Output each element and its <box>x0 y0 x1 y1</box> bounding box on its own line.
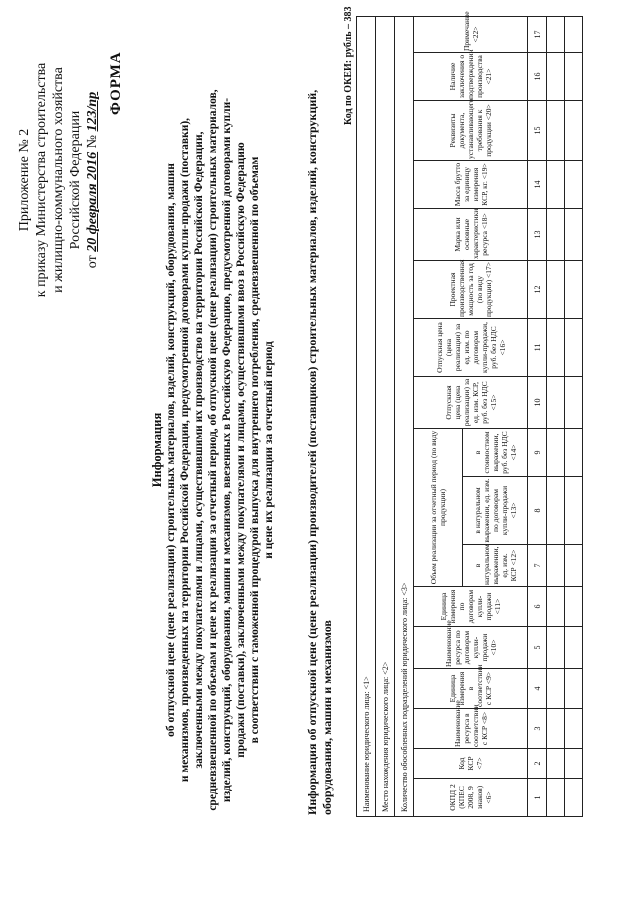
info-row <box>395 16 414 816</box>
header-requirements-doc: Реквизиты документа, устанавливающего требования к продукции <20> <box>414 101 528 161</box>
info-cell-subdivisions: Количество обособленных подразделений юридического лица: <3> <box>395 16 414 816</box>
handwritten-date: 20 февраля 2016 <box>85 151 100 252</box>
table-cell <box>565 669 583 709</box>
column-number: 9 <box>528 429 547 477</box>
document-title <box>150 25 276 875</box>
table-subtitle: Информация об отпускной цене (цене реализации) производителей (поставщиков) строительных материалов, изделий, конструкций, оборудования, машин и механизмов <box>305 89 334 815</box>
title-line-1: Информация <box>150 412 164 488</box>
title-line-4: заключенными между покупателями и лицами, осуществившими их производство на территории Российской Федерации, <box>193 131 205 769</box>
table-cell <box>547 319 565 377</box>
date-prefix: от <box>85 255 100 269</box>
header-brand: Марка или основные характеристики ресурса <18> <box>414 209 528 261</box>
table-cell <box>547 16 565 52</box>
column-number: 14 <box>528 161 547 209</box>
title-line-6: изделий, конструкций, оборудования, машин и механизмов, ввезенных в Российскую Федерацию, предусмотренной договорами купли- <box>221 97 233 803</box>
table-cell <box>547 101 565 161</box>
header-unit-ksr: Единица измерения в соответствии с КСР <9> <box>414 669 528 709</box>
table-cell <box>565 161 583 209</box>
title-line-7: продажи (поставки), заключенными между покупателями и лицами, осуществившими ввоз в Российскую Федерацию <box>235 142 247 758</box>
column-number: 11 <box>528 319 547 377</box>
table-cell <box>547 545 565 587</box>
table-cell <box>565 16 583 52</box>
table-cell <box>547 627 565 669</box>
header-production-confirmation: Наличие заключения о подтверждении производства <21> <box>414 53 528 101</box>
header-volume-contract: в натуральном выражении, ед. изм. по договорам купли-продажи <13> <box>463 477 528 545</box>
column-number: 6 <box>528 587 547 627</box>
title-line-9: и цене их реализации за отчетный период <box>263 341 275 559</box>
column-number: 7 <box>528 545 547 587</box>
appendix-line-2: к приказу Министерства строительства <box>34 62 49 298</box>
header-volume-value: в стоимостном выражении, руб. без НДС <14> <box>463 429 528 477</box>
table-cell <box>565 709 583 749</box>
table-cell <box>547 261 565 319</box>
table-cell <box>565 53 583 101</box>
header-gross-mass: Масса брутто за единицу измерения КСР, кг. <19> <box>414 161 528 209</box>
table-cell <box>547 209 565 261</box>
table-row <box>547 16 565 816</box>
table-cell <box>547 669 565 709</box>
table-cell <box>547 587 565 627</box>
table-cell <box>565 749 583 779</box>
form-label: ФОРМА <box>108 51 124 115</box>
column-number: 10 <box>528 377 547 429</box>
table-cell <box>565 429 583 477</box>
column-number: 8 <box>528 477 547 545</box>
header-price-ksr: Отпускная цена (цена реализации) за ед. изм. КСР, руб. без НДС <15> <box>414 377 528 429</box>
header-ksr-code: Код КСР <7> <box>414 749 528 779</box>
price-info-table <box>356 11 583 817</box>
table-cell <box>547 377 565 429</box>
header-resource-name-ksr: Наименование ресурса в соответствии с КСР <8> <box>414 709 528 749</box>
okei-code: Код по ОКЕИ: рубль – 383 <box>343 6 354 125</box>
table-cell <box>547 709 565 749</box>
header-okpd2: ОКПД 2 (КПЕС 2008, 9 знаков) <6> <box>414 779 528 817</box>
header-volume-ksr: в натуральном выражении, ед. изм. КСР <12> <box>463 545 528 587</box>
column-number: 17 <box>528 16 547 52</box>
table-cell <box>565 779 583 817</box>
appendix-line-4: Российской Федерации <box>68 110 83 250</box>
info-row <box>357 16 376 816</box>
column-number-row <box>528 16 547 816</box>
table-row <box>565 16 583 816</box>
column-number: 5 <box>528 627 547 669</box>
table-cell <box>547 53 565 101</box>
header-row <box>414 16 463 816</box>
title-line-3: и механизмов, произведенных на территории Российской Федерации, предусмотренной договорами купли-продажи (поставки), <box>179 117 191 783</box>
number-prefix: № <box>85 135 100 149</box>
column-number: 15 <box>528 101 547 161</box>
appendix-line-3: и жилищно-коммунального хозяйства <box>51 67 66 293</box>
appendix-block <box>16 15 101 345</box>
handwritten-number: 123/пр <box>85 91 100 132</box>
column-number: 12 <box>528 261 547 319</box>
column-number: 13 <box>528 209 547 261</box>
header-note: Примечание <22> <box>414 16 528 52</box>
title-line-5: средневзвешенной по объемам и цене их реализации за отчетный период, об отпускной цене (цене реализации) строительных материалов, <box>207 89 219 811</box>
table-cell <box>547 477 565 545</box>
title-line-2: об отпускной цене (цене реализации) строительных материалов, изделий, конструкций, оборудования, машин <box>165 163 177 737</box>
table-cell <box>565 477 583 545</box>
header-price-contract: Отпускная цена (цена реализации) за ед. изм. по договорам купли-продажи, руб. без НДС <16> <box>414 319 528 377</box>
table-cell <box>547 161 565 209</box>
title-line-8: в соответствии с таможенной процедурой выпуска для внутреннего потребления, средневзвешенной по объемам <box>249 156 261 744</box>
header-resource-name-contract: Наименование ресурса по договорам купли-продажи <10> <box>414 627 528 669</box>
table-cell <box>547 779 565 817</box>
header-unit-contract: Единица измерения по договорам купли-продажи <11> <box>414 587 528 627</box>
column-number: 4 <box>528 669 547 709</box>
column-number: 1 <box>528 779 547 817</box>
column-number: 3 <box>528 709 547 749</box>
table-cell <box>565 319 583 377</box>
table-cell <box>565 377 583 429</box>
table-cell <box>547 749 565 779</box>
table-cell <box>565 627 583 669</box>
table-cell <box>547 429 565 477</box>
header-capacity: Проектная производственная мощность за год (по виду продукции) <17> <box>414 261 528 319</box>
appendix-line-1: Приложение № 2 <box>17 128 32 232</box>
info-cell-location: Место нахождения юридического лица: <2> <box>376 16 395 816</box>
table-cell <box>565 587 583 627</box>
table-cell <box>565 261 583 319</box>
info-cell-legal-name: Наименование юридического лица: <1> <box>357 16 376 816</box>
table-cell <box>565 101 583 161</box>
column-number: 16 <box>528 53 547 101</box>
appendix-date-line <box>84 15 101 345</box>
column-number: 2 <box>528 749 547 779</box>
table-cell <box>565 209 583 261</box>
table-cell <box>565 545 583 587</box>
info-row <box>376 16 395 816</box>
header-sales-volume-group: Объем реализации за отчетный период (по виду продукции) <box>414 429 463 587</box>
